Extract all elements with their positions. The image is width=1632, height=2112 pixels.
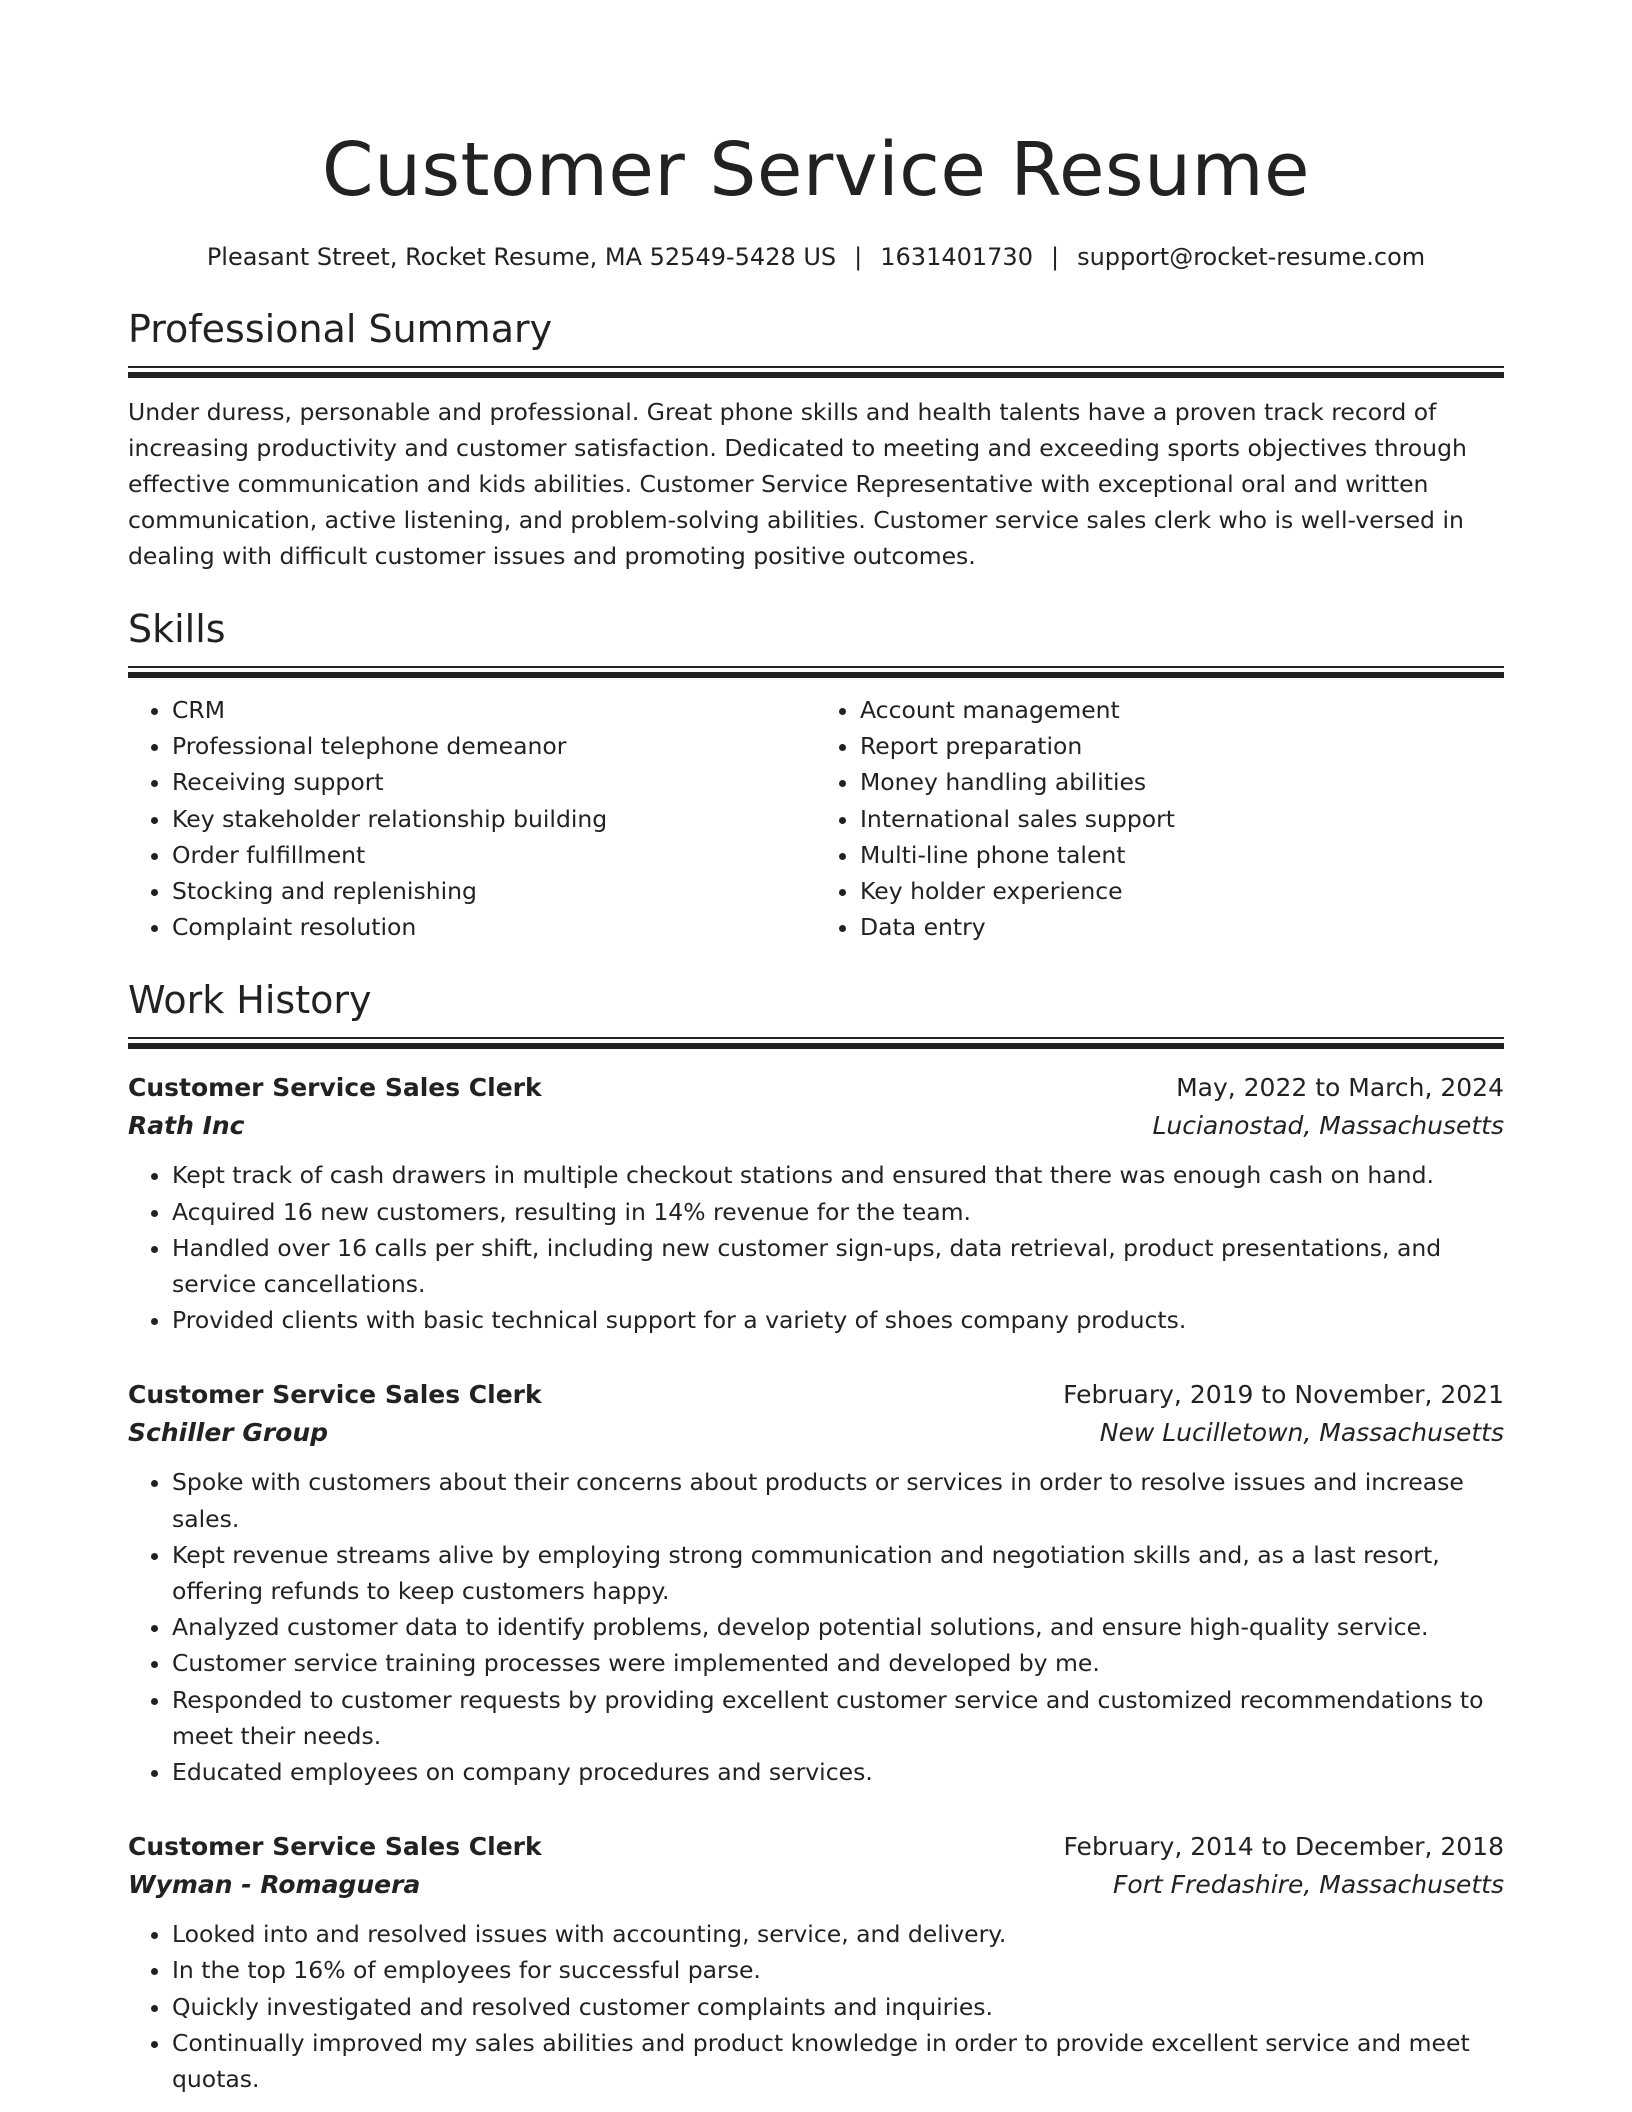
job-header-row	[128, 1376, 1504, 1414]
contact-phone: 1631401730	[880, 243, 1033, 271]
skill-item: • Key holder experience	[860, 873, 1504, 909]
summary-text: Under duress, personable and professional. Great phone skills and health talents have a proven track record of increasing productivity and customer satisfaction. Dedicated to meeting and exceeding sports objectives through effective communication and kids abilities. Customer Service Representative with exceptional oral and written communication, active listening, and problem-solving abilities. Customer service sales clerk who is well-versed in dealing with difficult customer issues and promoting positive outcomes.	[128, 398, 1467, 570]
skill-item: • Data entry	[860, 909, 1504, 945]
job-bullet: • Continually improved my sales abilities and product knowledge in order to provide excellent service and meet quotas.	[172, 2025, 1504, 2097]
job-company: Rath Inc	[128, 1111, 245, 1141]
skill-item: • Multi-line phone talent	[860, 837, 1504, 873]
section-title-work-history: Work History	[128, 978, 372, 1023]
contact-separator: |	[1050, 243, 1060, 271]
section-divider	[128, 666, 1504, 678]
job-bullet: • Quickly investigated and resolved customer complaints and inquiries.	[172, 1989, 1504, 2025]
job-bullet: • In the top 16% of employees for successful parse.	[172, 1952, 1504, 1988]
skill-item: • Order fulfillment	[172, 837, 816, 873]
skill-item: • Account management	[860, 692, 1504, 728]
skill-item: • Receiving support	[172, 764, 816, 800]
skill-item: • Key stakeholder relationship building	[172, 801, 816, 837]
skills-list-right	[816, 692, 1504, 945]
skill-item: • Report preparation	[860, 728, 1504, 764]
job-bullet: • Educated employees on company procedures and services.	[172, 1754, 1504, 1790]
skill-item: • Stocking and replenishing	[172, 873, 816, 909]
job-bullets	[128, 1916, 1504, 2097]
skill-item: • Complaint resolution	[172, 909, 816, 945]
job-bullet: • Kept revenue streams alive by employing strong communication and negotiation skills and, as a last resort, offering refunds to keep customers happy.	[172, 1537, 1504, 1609]
job-bullet: • Responded to customer requests by providing excellent customer service and customized recommendations to meet their needs.	[172, 1682, 1504, 1754]
job-title: Customer Service Sales Clerk	[128, 1073, 542, 1103]
contact-separator: |	[854, 243, 863, 271]
job-bullet: • Customer service training processes were implemented and developed by me.	[172, 1645, 1504, 1681]
job-company-row	[128, 1866, 1504, 1904]
work-history-section	[128, 975, 1504, 2097]
skill-item: • CRM	[172, 692, 816, 728]
skills-list-left	[128, 692, 816, 945]
section-divider	[128, 366, 1504, 378]
summary-section	[128, 304, 1504, 574]
job-bullets	[128, 1464, 1504, 1790]
section-divider	[128, 1037, 1504, 1049]
job-entry	[128, 1376, 1504, 1790]
job-entry	[128, 1069, 1504, 1338]
job-entry	[128, 1828, 1504, 2097]
job-bullet: • Spoke with customers about their concerns about products or services in order to resolve issues and increase sales.	[172, 1464, 1504, 1536]
section-title-summary: Professional Summary	[128, 307, 553, 351]
job-company-row	[128, 1414, 1504, 1452]
job-location: Lucianostad, Massachusetts	[1152, 1111, 1504, 1141]
job-bullet: • Provided clients with basic technical support for a variety of shoes company products.	[172, 1302, 1504, 1338]
job-bullet: • Kept track of cash drawers in multiple checkout stations and ensured that there was enough cash on hand.	[172, 1157, 1504, 1193]
resume-name: Customer Service Resume	[321, 127, 1311, 213]
job-dates: February, 2014 to December, 2018	[1063, 1832, 1504, 1862]
contact-address: Pleasant Street, Rocket Resume, MA 52549-5428 US	[206, 243, 837, 271]
contact-line	[128, 240, 1504, 274]
job-bullet: • Analyzed customer data to identify problems, develop potential solutions, and ensure high-quality service.	[172, 1609, 1504, 1645]
job-company: Wyman - Romaguera	[128, 1870, 421, 1900]
job-title: Customer Service Sales Clerk	[128, 1380, 542, 1410]
job-header-row	[128, 1069, 1504, 1107]
skill-item: • International sales support	[860, 801, 1504, 837]
job-title: Customer Service Sales Clerk	[128, 1832, 542, 1862]
job-bullet: • Looked into and resolved issues with accounting, service, and delivery.	[172, 1916, 1504, 1952]
job-company: Schiller Group	[128, 1418, 329, 1448]
job-dates: February, 2019 to November, 2021	[1063, 1380, 1504, 1410]
skill-item: • Money handling abilities	[860, 764, 1504, 800]
job-dates: May, 2022 to March, 2024	[1176, 1073, 1504, 1103]
contact-email: support@rocket-resume.com	[1077, 243, 1426, 271]
job-location: New Lucilletown, Massachusetts	[1099, 1418, 1504, 1448]
job-location: Fort Fredashire, Massachusetts	[1112, 1870, 1504, 1900]
job-bullets	[128, 1157, 1504, 1338]
skill-item: • Professional telephone demeanor	[172, 728, 816, 764]
job-bullet: • Acquired 16 new customers, resulting in 14% revenue for the team.	[172, 1194, 1504, 1230]
job-company-row	[128, 1107, 1504, 1145]
section-title-skills: Skills	[128, 607, 226, 651]
skills-section	[128, 604, 1504, 945]
job-bullet: • Handled over 16 calls per shift, including new customer sign-ups, data retrieval, product presentations, and service cancellations.	[172, 1230, 1504, 1302]
job-header-row	[128, 1828, 1504, 1866]
skills-columns	[128, 692, 1504, 945]
